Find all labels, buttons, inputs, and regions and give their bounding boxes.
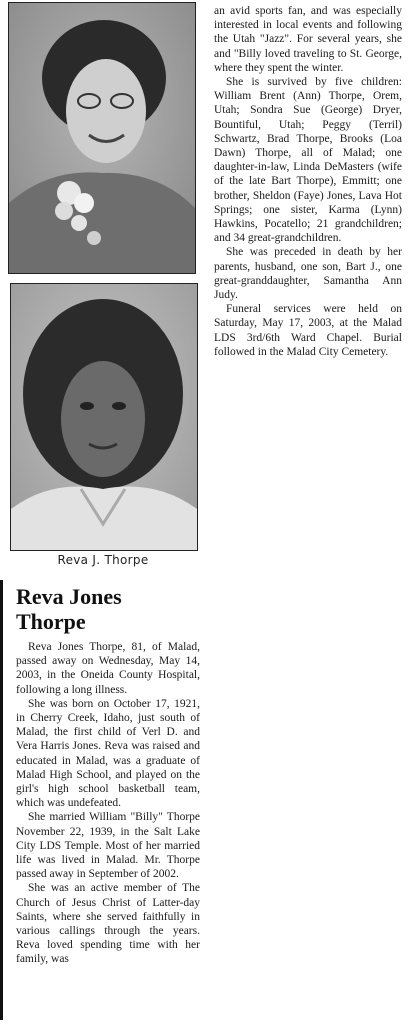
obituary-headline: Reva Jones Thorpe xyxy=(16,584,122,634)
right-text-column xyxy=(214,4,402,359)
paragraph: an avid sports fan, and was especially interested in local events and following the Utah "Jazz". For several years, she and "Billy loved traveling to St. George, where they spent the winter. xyxy=(214,5,402,74)
portrait-photo-top xyxy=(8,2,196,274)
portrait-photo-bottom xyxy=(10,283,198,551)
paragraph: She was preceded in death by her parents, husband, one son, Bart J., one great-granddaughter, Samantha Ann Judy. xyxy=(214,246,402,302)
column-rule xyxy=(0,580,3,1020)
paragraph: She married William "Billy" Thorpe November 22, 1939, in the Salt Lake City LDS Temple. Most of her married life was lived in Malad. Mr. Thorpe passed away in September of 2002. xyxy=(16,811,200,881)
portrait-bottom-image xyxy=(11,284,197,550)
paragraph: Reva Jones Thorpe, 81, of Malad, passed away on Wednesday, May 14, 2003, in the Oneida County Hospital, following a long illness. xyxy=(16,641,200,696)
photo-caption: Reva J. Thorpe xyxy=(57,553,149,567)
portrait-top-image xyxy=(9,3,195,273)
paragraph: She is survived by five children: William Brent (Ann) Thorpe, Orem, Utah; Sondra Sue (George) Dryer, Bountiful, Utah; Peggy (Terril) Schwartz, Brad Thorpe, Brooks (Loa Dawn) Thorpe, all of Malad; one daughter-in-law, Linda DeMasters (wife of the late Bart Thorpe), Emmitt; one brother, Sheldon (Faye) Jones, Lava Hot Springs; one sister, Karma (Lynn) Hawkins, Pocatello; 21 grandchildren; and 34 great-grandchildren. xyxy=(214,76,402,245)
paragraph: Funeral services were held on Saturday, May 17, 2003, at the Malad LDS 3rd/6th Ward Chapel. Burial followed in the Malad City Cemetery. xyxy=(214,303,402,358)
paragraph: She was an active member of The Church of Jesus Christ of Latter-day Saints, where she served faithfully in various callings through the years. Reva loved spending time with her family, was xyxy=(16,882,200,966)
paragraph: She was born on October 17, 1921, in Cherry Creek, Idaho, just south of Malad, the first child of Verl D. and Vera Harris Jones. Reva was raised and educated in Malad, was a graduate of Malad High School, and played on the girl's high school basketball team, which was undefeated. xyxy=(16,697,200,810)
left-text-column xyxy=(16,640,200,967)
